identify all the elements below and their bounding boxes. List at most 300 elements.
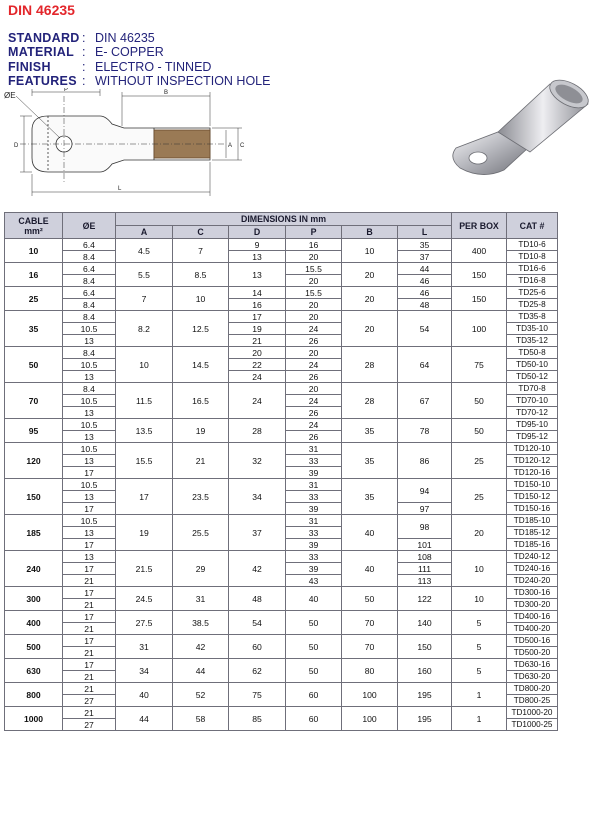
cell-dia: 17 — [63, 587, 116, 599]
cell-cable: 120 — [5, 443, 63, 479]
cell-l: 44 — [398, 263, 452, 275]
table-row — [5, 419, 558, 431]
cell-p: 40 — [286, 587, 342, 611]
spec-value: ELECTRO - TINNED — [95, 60, 212, 74]
table-row — [5, 239, 558, 251]
cell-p: 24 — [286, 419, 342, 431]
cell-l: 195 — [398, 707, 452, 731]
cell-dia: 8.4 — [63, 347, 116, 359]
cell-l: 86 — [398, 443, 452, 479]
spec-value: DIN 46235 — [95, 31, 155, 45]
cell-b: 70 — [342, 611, 398, 635]
cell-per-box: 50 — [452, 383, 507, 419]
cell-d: 48 — [229, 587, 286, 611]
cell-p: 20 — [286, 299, 342, 311]
technical-drawing — [2, 88, 247, 200]
cell-cat: TD10-6 — [507, 239, 558, 251]
cell-p: 60 — [286, 707, 342, 731]
cell-cable: 95 — [5, 419, 63, 443]
cell-a: 19 — [116, 515, 173, 551]
cell-d: 28 — [229, 419, 286, 443]
cell-cable: 300 — [5, 587, 63, 611]
cell-a: 17 — [116, 479, 173, 515]
cell-cat: TD240-16 — [507, 563, 558, 575]
cell-cat: TD150-10 — [507, 479, 558, 491]
cell-cat: TD630-16 — [507, 659, 558, 671]
cell-p: 50 — [286, 659, 342, 683]
cell-c: 12.5 — [173, 311, 229, 347]
cell-p: 31 — [286, 515, 342, 527]
cell-cat: TD35-12 — [507, 335, 558, 347]
cell-a: 5.5 — [116, 263, 173, 287]
spec-label: MATERIAL — [8, 45, 75, 59]
label-d: D — [14, 143, 19, 149]
cell-p: 60 — [286, 683, 342, 707]
cell-c: 52 — [173, 683, 229, 707]
cell-d: 16 — [229, 299, 286, 311]
header-dia: ØE — [63, 213, 116, 239]
cell-a: 44 — [116, 707, 173, 731]
table-row — [5, 347, 558, 359]
cell-p: 24 — [286, 323, 342, 335]
cell-c: 8.5 — [173, 263, 229, 287]
cell-cat: TD185-12 — [507, 527, 558, 539]
cell-l: 64 — [398, 347, 452, 383]
cell-a: 8.2 — [116, 311, 173, 347]
table-body — [5, 239, 558, 731]
cell-p: 33 — [286, 551, 342, 563]
cell-c: 14.5 — [173, 347, 229, 383]
cell-a: 27.5 — [116, 611, 173, 635]
cell-cat: TD500-20 — [507, 647, 558, 659]
cell-a: 4.5 — [116, 239, 173, 263]
cell-dia: 17 — [63, 611, 116, 623]
cell-d: 60 — [229, 635, 286, 659]
cell-c: 16.5 — [173, 383, 229, 419]
cell-p: 26 — [286, 335, 342, 347]
cell-p: 31 — [286, 479, 342, 491]
cell-d: 14 — [229, 287, 286, 299]
cell-a: 11.5 — [116, 383, 173, 419]
cell-p: 39 — [286, 467, 342, 479]
header-per-box: PER BOX — [452, 213, 507, 239]
page-title: DIN 46235 — [8, 2, 75, 18]
cell-c: 19 — [173, 419, 229, 443]
cell-b: 70 — [342, 635, 398, 659]
cell-p: 39 — [286, 563, 342, 575]
cell-cat: TD16-8 — [507, 275, 558, 287]
cell-dia: 6.4 — [63, 263, 116, 275]
cell-l: 111 — [398, 563, 452, 575]
cell-d: 13 — [229, 263, 286, 287]
lug-photo — [438, 70, 598, 190]
spec-material: MATERIAL : E- COPPER — [8, 45, 164, 59]
cell-c: 44 — [173, 659, 229, 683]
cell-dia: 17 — [63, 467, 116, 479]
cell-cat: TD50-10 — [507, 359, 558, 371]
spec-label: FEATURES — [8, 74, 77, 88]
cell-dia: 6.4 — [63, 239, 116, 251]
cell-cat: TD50-12 — [507, 371, 558, 383]
cell-per-box: 25 — [452, 479, 507, 515]
cell-cable: 25 — [5, 287, 63, 311]
cell-dia: 21 — [63, 647, 116, 659]
header-c: C — [173, 226, 229, 239]
label-a: A — [228, 143, 233, 149]
cell-dia: 8.4 — [63, 251, 116, 263]
cell-per-box: 5 — [452, 611, 507, 635]
cell-p: 20 — [286, 347, 342, 359]
cell-l: 54 — [398, 311, 452, 347]
cell-dia: 10.5 — [63, 359, 116, 371]
cell-cat: TD120-12 — [507, 455, 558, 467]
cell-p: 50 — [286, 635, 342, 659]
cell-cat: TD50-8 — [507, 347, 558, 359]
cell-d: 85 — [229, 707, 286, 731]
cell-dia: 13 — [63, 335, 116, 347]
cell-b: 10 — [342, 239, 398, 263]
cell-cable: 70 — [5, 383, 63, 419]
cell-dia: 21 — [63, 683, 116, 695]
cell-per-box: 5 — [452, 635, 507, 659]
cell-l: 140 — [398, 611, 452, 635]
cell-l: 46 — [398, 275, 452, 287]
cell-l: 94 — [398, 479, 452, 503]
cell-p: 33 — [286, 527, 342, 539]
cell-cat: TD800-25 — [507, 695, 558, 707]
cell-cat: TD95-10 — [507, 419, 558, 431]
cell-dia: 8.4 — [63, 275, 116, 287]
cell-c: 7 — [173, 239, 229, 263]
cell-p: 15.5 — [286, 263, 342, 275]
cell-cable: 150 — [5, 479, 63, 515]
cell-per-box: 50 — [452, 419, 507, 443]
cell-dia: 13 — [63, 431, 116, 443]
cell-dia: 17 — [63, 659, 116, 671]
cell-cat: TD185-10 — [507, 515, 558, 527]
cell-cat: TD800-20 — [507, 683, 558, 695]
spec-features: FEATURES : WITHOUT INSPECTION HOLE — [8, 74, 271, 88]
cell-l: 150 — [398, 635, 452, 659]
cell-b: 20 — [342, 263, 398, 287]
cell-cat: TD120-10 — [507, 443, 558, 455]
cell-dia: 13 — [63, 371, 116, 383]
cell-b: 28 — [342, 383, 398, 419]
cell-a: 24.5 — [116, 587, 173, 611]
cell-p: 33 — [286, 455, 342, 467]
cell-cat: TD16-6 — [507, 263, 558, 275]
cell-p: 31 — [286, 443, 342, 455]
cell-l: 122 — [398, 587, 452, 611]
cell-p: 39 — [286, 539, 342, 551]
cell-a: 13.5 — [116, 419, 173, 443]
cell-l: 48 — [398, 299, 452, 311]
cell-p: 24 — [286, 359, 342, 371]
cell-dia: 13 — [63, 491, 116, 503]
cell-p: 33 — [286, 491, 342, 503]
cell-dia: 17 — [63, 563, 116, 575]
cell-l: 101 — [398, 539, 452, 551]
cell-l: 35 — [398, 239, 452, 251]
cell-b: 35 — [342, 419, 398, 443]
cell-p: 16 — [286, 239, 342, 251]
cell-l: 46 — [398, 287, 452, 299]
cell-cable: 500 — [5, 635, 63, 659]
cell-d: 54 — [229, 611, 286, 635]
cell-dia: 10.5 — [63, 443, 116, 455]
header-cable: CABLE mm² — [5, 213, 63, 239]
header-d: D — [229, 226, 286, 239]
cell-dia: 10.5 — [63, 515, 116, 527]
cell-b: 100 — [342, 707, 398, 731]
cell-c: 31 — [173, 587, 229, 611]
cell-l: 37 — [398, 251, 452, 263]
table-row — [5, 263, 558, 275]
cell-per-box: 400 — [452, 239, 507, 263]
cell-dia: 21 — [63, 575, 116, 587]
table-row — [5, 287, 558, 299]
cell-per-box: 1 — [452, 707, 507, 731]
cell-l: 113 — [398, 575, 452, 587]
cell-cable: 35 — [5, 311, 63, 347]
cell-p: 50 — [286, 611, 342, 635]
label-dia: ØE — [4, 91, 16, 100]
cell-dia: 10.5 — [63, 479, 116, 491]
cell-dia: 13 — [63, 551, 116, 563]
cell-b: 50 — [342, 587, 398, 611]
cell-b: 35 — [342, 443, 398, 479]
cell-c: 10 — [173, 287, 229, 311]
cell-cat: TD150-12 — [507, 491, 558, 503]
cell-d: 9 — [229, 239, 286, 251]
cell-cat: TD70-10 — [507, 395, 558, 407]
cell-cable: 16 — [5, 263, 63, 287]
cell-b: 40 — [342, 551, 398, 587]
cell-cat: TD25-6 — [507, 287, 558, 299]
cell-a: 15.5 — [116, 443, 173, 479]
cell-l: 195 — [398, 683, 452, 707]
cell-b: 100 — [342, 683, 398, 707]
table-row — [5, 611, 558, 623]
header-p: P — [286, 226, 342, 239]
spec-label: FINISH — [8, 60, 51, 74]
cell-b: 80 — [342, 659, 398, 683]
cell-cat: TD300-20 — [507, 599, 558, 611]
cell-p: 43 — [286, 575, 342, 587]
cell-dia: 17 — [63, 503, 116, 515]
cell-dia: 6.4 — [63, 287, 116, 299]
cell-p: 26 — [286, 371, 342, 383]
table-row — [5, 311, 558, 323]
cell-dia: 13 — [63, 407, 116, 419]
cell-dia: 13 — [63, 455, 116, 467]
cell-cable: 185 — [5, 515, 63, 551]
label-p: P — [64, 88, 69, 93]
header-cat: CAT # — [507, 213, 558, 239]
cell-c: 29 — [173, 551, 229, 587]
cell-cable: 400 — [5, 611, 63, 635]
cell-cable: 240 — [5, 551, 63, 587]
cell-a: 31 — [116, 635, 173, 659]
cell-cable: 10 — [5, 239, 63, 263]
cell-dia: 10.5 — [63, 419, 116, 431]
cell-p: 39 — [286, 503, 342, 515]
cell-cat: TD1000-25 — [507, 719, 558, 731]
cell-p: 26 — [286, 431, 342, 443]
cell-dia: 27 — [63, 695, 116, 707]
table-row — [5, 551, 558, 563]
cell-a: 34 — [116, 659, 173, 683]
cell-l: 108 — [398, 551, 452, 563]
cell-b: 20 — [342, 311, 398, 347]
cell-dia: 21 — [63, 707, 116, 719]
cell-p: 26 — [286, 407, 342, 419]
cell-cat: TD240-20 — [507, 575, 558, 587]
cell-d: 22 — [229, 359, 286, 371]
cell-per-box: 1 — [452, 683, 507, 707]
cell-p: 15.5 — [286, 287, 342, 299]
cell-cat: TD120-16 — [507, 467, 558, 479]
cell-per-box: 150 — [452, 287, 507, 311]
table-row — [5, 587, 558, 599]
cell-d: 42 — [229, 551, 286, 587]
cell-dia: 21 — [63, 671, 116, 683]
cell-c: 25.5 — [173, 515, 229, 551]
cell-cat: TD400-16 — [507, 611, 558, 623]
cell-dia: 21 — [63, 623, 116, 635]
cell-per-box: 150 — [452, 263, 507, 287]
cell-cat: TD400-20 — [507, 623, 558, 635]
cell-cat: TD35-8 — [507, 311, 558, 323]
cell-dia: 17 — [63, 539, 116, 551]
cell-b: 35 — [342, 479, 398, 515]
cell-b: 28 — [342, 347, 398, 383]
cell-a: 21.5 — [116, 551, 173, 587]
table-row — [5, 683, 558, 695]
cell-d: 17 — [229, 311, 286, 323]
cell-dia: 21 — [63, 599, 116, 611]
cell-dia: 17 — [63, 635, 116, 647]
cell-d: 21 — [229, 335, 286, 347]
cell-l: 67 — [398, 383, 452, 419]
cell-cat: TD35-10 — [507, 323, 558, 335]
cell-a: 40 — [116, 683, 173, 707]
cell-l: 78 — [398, 419, 452, 443]
cell-p: 20 — [286, 251, 342, 263]
cell-dia: 8.4 — [63, 383, 116, 395]
cell-cat: TD25-8 — [507, 299, 558, 311]
cell-cat: TD95-12 — [507, 431, 558, 443]
header-a: A — [116, 226, 173, 239]
table-row — [5, 479, 558, 491]
label-b: B — [164, 90, 169, 96]
cell-cat: TD185-16 — [507, 539, 558, 551]
cell-dia: 13 — [63, 527, 116, 539]
cell-d: 32 — [229, 443, 286, 479]
cell-cable: 630 — [5, 659, 63, 683]
table-row — [5, 707, 558, 719]
table-row — [5, 659, 558, 671]
cell-d: 37 — [229, 515, 286, 551]
cell-cat: TD70-8 — [507, 383, 558, 395]
cell-d: 20 — [229, 347, 286, 359]
label-l: L — [118, 186, 122, 192]
cell-cable: 800 — [5, 683, 63, 707]
cell-cat: TD500-16 — [507, 635, 558, 647]
cell-p: 24 — [286, 395, 342, 407]
cell-p: 20 — [286, 383, 342, 395]
header-l: L — [398, 226, 452, 239]
cell-c: 23.5 — [173, 479, 229, 515]
cell-p: 20 — [286, 311, 342, 323]
cell-d: 62 — [229, 659, 286, 683]
cell-per-box: 75 — [452, 347, 507, 383]
cell-cat: TD70-12 — [507, 407, 558, 419]
cell-per-box: 10 — [452, 551, 507, 587]
spec-finish: FINISH : ELECTRO - TINNED — [8, 60, 212, 74]
cell-d: 75 — [229, 683, 286, 707]
table-row — [5, 635, 558, 647]
cell-cat: TD630-20 — [507, 671, 558, 683]
cell-cable: 1000 — [5, 707, 63, 731]
spec-standard: STANDARD : DIN 46235 — [8, 31, 155, 45]
cell-cable: 50 — [5, 347, 63, 383]
cell-cat: TD300-16 — [507, 587, 558, 599]
cell-c: 38.5 — [173, 611, 229, 635]
cell-l: 160 — [398, 659, 452, 683]
table-row — [5, 443, 558, 455]
label-c: C — [240, 143, 245, 149]
cell-d: 24 — [229, 371, 286, 383]
cell-dia: 10.5 — [63, 395, 116, 407]
cell-cat: TD10-8 — [507, 251, 558, 263]
table-row — [5, 515, 558, 527]
cell-dia: 8.4 — [63, 311, 116, 323]
cell-dia: 27 — [63, 719, 116, 731]
cell-per-box: 25 — [452, 443, 507, 479]
cell-c: 42 — [173, 635, 229, 659]
cell-a: 7 — [116, 287, 173, 311]
cell-per-box: 5 — [452, 659, 507, 683]
cell-d: 34 — [229, 479, 286, 515]
table-row — [5, 383, 558, 395]
cell-d: 13 — [229, 251, 286, 263]
cell-per-box: 20 — [452, 515, 507, 551]
spec-value: WITHOUT INSPECTION HOLE — [95, 74, 271, 88]
cell-dia: 8.4 — [63, 299, 116, 311]
cell-b: 40 — [342, 515, 398, 551]
cell-d: 24 — [229, 383, 286, 419]
header-b: B — [342, 226, 398, 239]
cell-cat: TD240-12 — [507, 551, 558, 563]
cell-l: 97 — [398, 503, 452, 515]
dimensions-table — [4, 212, 558, 731]
cell-cat: TD150-16 — [507, 503, 558, 515]
cell-per-box: 100 — [452, 311, 507, 347]
cell-d: 19 — [229, 323, 286, 335]
spec-label: STANDARD — [8, 31, 80, 45]
cell-c: 21 — [173, 443, 229, 479]
header-dimensions: DIMENSIONS IN mm — [116, 213, 452, 226]
cell-a: 10 — [116, 347, 173, 383]
cell-dia: 10.5 — [63, 323, 116, 335]
cell-cat: TD1000-20 — [507, 707, 558, 719]
cell-l: 98 — [398, 515, 452, 539]
cell-per-box: 10 — [452, 587, 507, 611]
cell-p: 20 — [286, 275, 342, 287]
spec-value: E- COPPER — [95, 45, 164, 59]
cell-c: 58 — [173, 707, 229, 731]
